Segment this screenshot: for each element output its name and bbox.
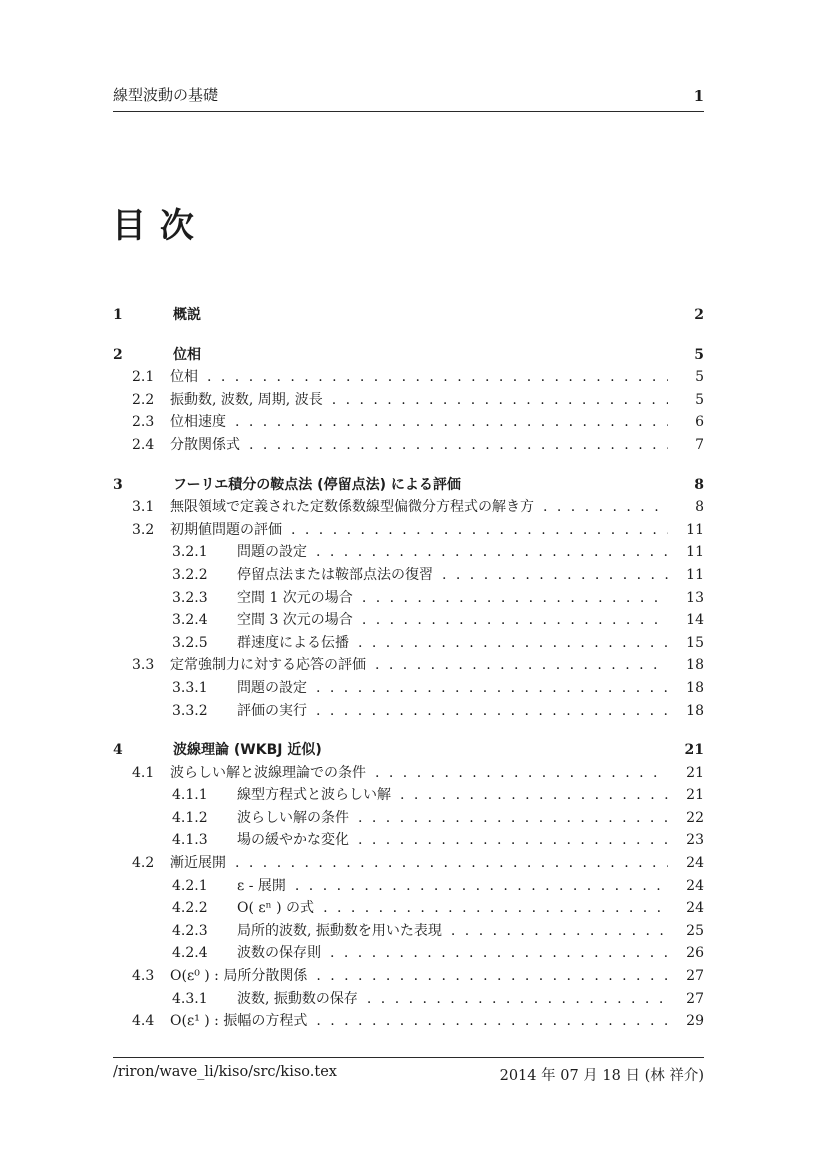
toc-leader-dots xyxy=(400,784,668,807)
toc-leader-dots xyxy=(207,366,668,389)
toc-leader-dots xyxy=(358,632,668,655)
toc-leader-dots xyxy=(235,411,668,434)
toc-entry-number: 2.1 xyxy=(132,369,155,386)
toc-entry-number: 3.2.5 xyxy=(172,634,208,651)
toc-entry-page: 13 xyxy=(686,589,704,606)
toc-entry-number: 2.3 xyxy=(132,414,155,431)
toc-leader-dots xyxy=(249,434,668,457)
toc-entry-page: 23 xyxy=(686,832,704,849)
toc-entry-title: 問題の設定 xyxy=(237,544,307,561)
toc-entry xyxy=(113,519,704,542)
toc-entry-title: O(ε¹ ) : 振幅の方程式 xyxy=(170,1013,308,1030)
toc-entry-page: 8 xyxy=(695,499,704,516)
footer-date: 2014 年 07 月 18 日 (林 祥介) xyxy=(499,1068,704,1084)
toc-entry-page: 11 xyxy=(686,566,704,583)
toc-entry-title: 群速度による伝播 xyxy=(237,634,349,651)
toc-entry xyxy=(113,632,704,655)
toc-leader-dots xyxy=(367,988,668,1011)
toc-entry xyxy=(113,677,704,700)
toc-leader-dots xyxy=(362,609,668,632)
toc-entry-title: 波らしい解と波線理論での条件 xyxy=(170,764,366,781)
toc-entry-title: ε - 展開 xyxy=(237,877,286,894)
toc-entry-page: 24 xyxy=(686,900,704,917)
toc-entry-number: 4.2.3 xyxy=(172,922,208,939)
toc-entry-page: 25 xyxy=(686,922,704,939)
toc-entry xyxy=(113,389,704,412)
toc-entry-page: 18 xyxy=(686,657,704,674)
toc-entry-title: 波数の保存則 xyxy=(237,945,321,962)
toc-entry xyxy=(113,988,704,1011)
toc-entry xyxy=(113,654,704,677)
header-title: 線型波動の基礎 xyxy=(113,86,219,104)
toc-leader-dots xyxy=(358,807,668,830)
toc-entry-number: 4.2 xyxy=(132,855,155,872)
header-page-number: 1 xyxy=(693,87,704,105)
toc-entry xyxy=(113,762,704,785)
toc-entry-title: フーリエ積分の鞍点法 (停留点法) による評価 xyxy=(173,476,461,493)
toc-entry-number: 4.1.1 xyxy=(172,787,208,804)
toc-entry-page: 21 xyxy=(686,787,704,804)
toc-entry xyxy=(113,897,704,920)
toc-entry-page: 15 xyxy=(686,634,704,651)
toc-entry-title: 漸近展開 xyxy=(170,855,226,872)
toc-entry-page: 24 xyxy=(686,855,704,872)
toc-entry-number: 4.3.1 xyxy=(172,990,208,1007)
toc-entry xyxy=(113,965,704,988)
toc-entry-number: 4.4 xyxy=(132,1013,155,1030)
toc-entry xyxy=(113,829,704,852)
toc-entry-title: O(ε⁰ ) : 局所分散関係 xyxy=(170,968,308,985)
toc-entry-page: 11 xyxy=(686,544,704,561)
toc-leader-dots xyxy=(358,829,668,852)
toc-entry xyxy=(113,942,704,965)
toc-entry-number: 4.2.2 xyxy=(172,900,208,917)
toc-entry-number: 3.2.4 xyxy=(172,612,208,629)
toc-entry xyxy=(113,875,704,898)
toc-entry-number: 4 xyxy=(113,742,123,759)
toc-entry-number: 2.2 xyxy=(132,391,155,408)
toc-entry-page: 18 xyxy=(686,702,704,719)
toc-entry-title: O( εⁿ ) の式 xyxy=(237,900,315,917)
toc-entry-number: 4.1.2 xyxy=(172,809,208,826)
toc-entry-page: 22 xyxy=(686,809,704,826)
toc-entry-title: 概説 xyxy=(173,307,201,323)
toc-entry-title: 線型方程式と波らしい解 xyxy=(237,787,391,804)
toc-entry-number: 3.1 xyxy=(132,499,155,516)
toc-leader-dots xyxy=(316,700,668,723)
toc-entry-title: 波線理論 (WKBJ 近似) xyxy=(173,742,322,759)
toc-entry-number: 4.1 xyxy=(132,764,155,781)
toc-leader-dots xyxy=(375,762,668,785)
toc-leader-dots xyxy=(375,654,668,677)
toc-entry xyxy=(113,366,704,389)
toc-entry-number: 3.2 xyxy=(132,521,155,538)
page-header xyxy=(113,84,704,112)
toc-entry-page: 6 xyxy=(695,414,704,431)
toc-entry-page: 26 xyxy=(686,945,704,962)
toc-entry xyxy=(113,807,704,830)
toc-entry xyxy=(113,304,704,327)
toc-entry xyxy=(113,344,704,367)
page-footer xyxy=(113,1057,704,1085)
toc-entry-title: 振動数, 波数, 周期, 波長 xyxy=(170,391,323,408)
toc-entry-title: 位相速度 xyxy=(170,414,226,431)
toc-entry-page: 14 xyxy=(686,612,704,629)
toc-entry xyxy=(113,411,704,434)
toc-entry xyxy=(113,541,704,564)
toc-entry-page: 27 xyxy=(686,990,704,1007)
toc-entry-page: 29 xyxy=(686,1013,704,1030)
toc-leader-dots xyxy=(316,965,668,988)
toc-entry-page: 2 xyxy=(694,307,704,323)
toc-entry-number: 3.3.1 xyxy=(172,679,208,696)
toc-entry-title: 波らしい解の条件 xyxy=(237,809,349,826)
toc-leader-dots xyxy=(442,564,668,587)
toc-leader-dots xyxy=(543,496,668,519)
toc-entry-number: 2 xyxy=(113,346,123,363)
toc-entry-title: 停留点法または鞍部点法の復習 xyxy=(237,566,433,583)
toc-entry-number: 3.2.1 xyxy=(172,544,208,561)
toc-entry xyxy=(113,1010,704,1033)
toc-entry xyxy=(113,609,704,632)
toc-entry-number: 3.3 xyxy=(132,657,155,674)
toc-leader-dots xyxy=(332,389,668,412)
toc-leader-dots xyxy=(295,875,668,898)
toc-entry-number: 2.4 xyxy=(132,436,155,453)
toc-entry xyxy=(113,739,704,762)
toc-entry-title: 局所的波数, 振動数を用いた表現 xyxy=(237,922,442,939)
toc-leader-dots xyxy=(316,541,668,564)
toc-entry-page: 18 xyxy=(686,679,704,696)
toc-entry-title: 空間 3 次元の場合 xyxy=(237,612,353,629)
footer-file-path: /riron/wave_li/kiso/src/kiso.tex xyxy=(113,1064,337,1080)
toc-entry-number: 1 xyxy=(113,307,123,323)
toc-entry-page: 24 xyxy=(686,877,704,894)
toc-entry-number: 4.2.4 xyxy=(172,945,208,962)
toc-entry-page: 5 xyxy=(695,391,704,408)
toc-entry-title: 初期値問題の評価 xyxy=(170,521,282,538)
toc-leader-dots xyxy=(316,677,668,700)
toc-entry-page: 27 xyxy=(686,968,704,985)
toc-entry xyxy=(113,496,704,519)
toc-entry-number: 4.2.1 xyxy=(172,877,208,894)
toc-leader-dots xyxy=(451,920,668,943)
toc-entry-page: 5 xyxy=(695,369,704,386)
toc-entry-number: 3.3.2 xyxy=(172,702,208,719)
toc-entry-number: 4.3 xyxy=(132,968,155,985)
toc-entry-title: 問題の設定 xyxy=(237,679,307,696)
toc-entry-page: 5 xyxy=(694,346,704,363)
toc-leader-dots xyxy=(323,897,668,920)
toc-leader-dots xyxy=(362,587,668,610)
toc-entry-number: 3.2.2 xyxy=(172,566,208,583)
toc-entry xyxy=(113,920,704,943)
toc-entry-title: 評価の実行 xyxy=(237,702,307,719)
toc-entry-number: 3 xyxy=(113,476,123,493)
toc-entry-title: 無限領域で定義された定数係数線型偏微分方程式の解き方 xyxy=(170,499,534,516)
toc-leader-dots xyxy=(316,1010,668,1033)
toc-leader-dots xyxy=(330,942,668,965)
toc-entry-page: 11 xyxy=(686,521,704,538)
toc-entry-title: 位相 xyxy=(170,369,198,386)
toc-list xyxy=(113,304,704,1033)
toc-entry xyxy=(113,474,704,497)
toc-entry-title: 定常強制力に対する応答の評価 xyxy=(170,657,366,674)
toc-entry xyxy=(113,784,704,807)
toc-entry-title: 分散関係式 xyxy=(170,436,240,453)
toc-leader-dots xyxy=(291,519,668,542)
toc-leader-dots xyxy=(235,852,668,875)
toc-heading: 目 次 xyxy=(112,206,195,246)
toc-entry-page: 7 xyxy=(695,436,704,453)
toc-entry xyxy=(113,564,704,587)
toc-entry-number: 4.1.3 xyxy=(172,832,208,849)
toc-entry-page: 21 xyxy=(686,764,704,781)
toc-entry-title: 場の緩やかな変化 xyxy=(237,832,349,849)
toc-entry-page: 8 xyxy=(694,476,704,493)
toc-entry xyxy=(113,852,704,875)
toc-entry xyxy=(113,700,704,723)
toc-entry-page: 21 xyxy=(684,742,704,759)
toc-entry xyxy=(113,434,704,457)
toc-entry xyxy=(113,587,704,610)
toc-entry-title: 波数, 振動数の保存 xyxy=(237,990,358,1007)
toc-entry-title: 空間 1 次元の場合 xyxy=(237,589,353,606)
toc-entry-title: 位相 xyxy=(173,346,201,363)
toc-entry-number: 3.2.3 xyxy=(172,589,208,606)
